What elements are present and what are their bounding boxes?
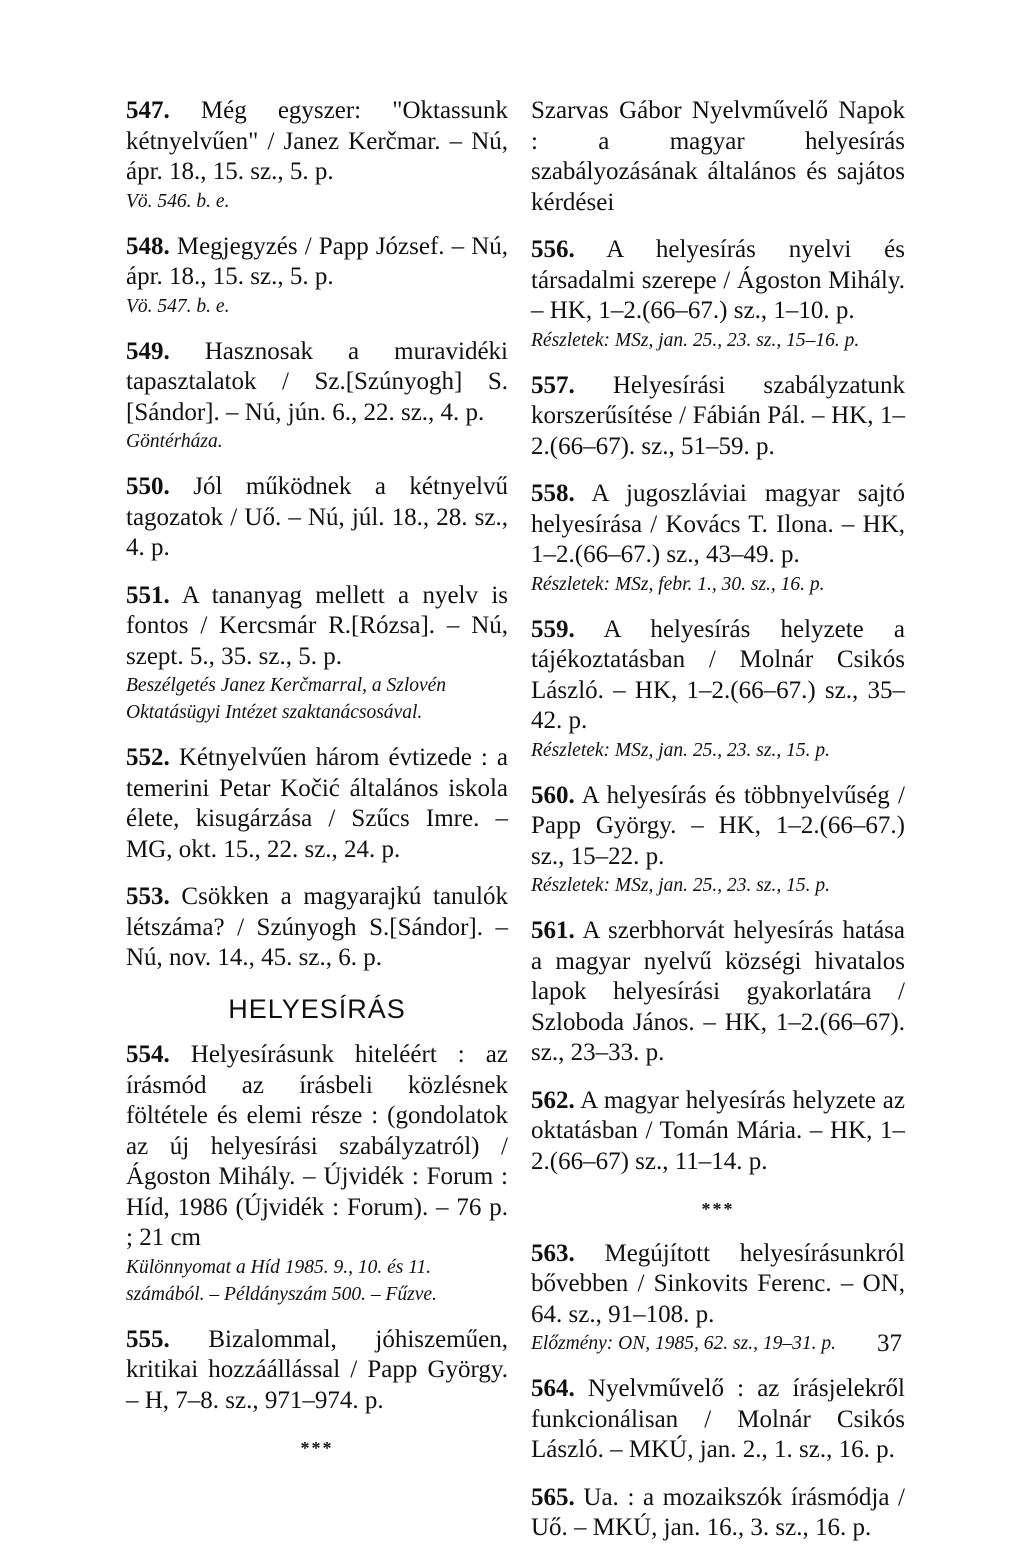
entry-number: 559.: [531, 615, 575, 643]
entry-number: 548.: [126, 232, 170, 260]
bibliography-entry: [531, 479, 905, 598]
entry-number: 563.: [531, 1239, 575, 1267]
bibliography-entry: [126, 743, 508, 865]
bibliography-entry: [531, 781, 905, 900]
bibliography-entry: [126, 882, 508, 974]
entry-number: 561.: [531, 917, 575, 944]
entry-number: 551.: [126, 581, 170, 609]
entry-text: Helyesírási szabályzatunk korszerűsítése / Fábián Pál. – HK, 1–2.(66–67). sz., 51–59. p.: [531, 371, 905, 460]
entry-number: 565.: [531, 1483, 575, 1511]
entry-note: Részletek: MSz, jan. 25., 23. sz., 15–16. p.: [531, 329, 860, 351]
entry-text: A helyesírás és többnyelvűség / Papp György. – HK, 1–2.(66–67.) sz., 15–22. p.: [531, 781, 905, 870]
entry-text: A tananyag mellett a nyelv is fontos / Kercsmár R.[Rózsa]. – Nú, szept. 5., 35. sz., 5. p.: [126, 581, 508, 670]
entry-number: 556.: [531, 236, 575, 263]
bibliography-entry: [126, 96, 508, 215]
bibliography-entry: [126, 1325, 508, 1417]
bibliography-entry: [531, 1086, 905, 1178]
entry-number: 552.: [126, 744, 170, 771]
entry-text: Jól működnek a kétnyelvű tagozatok / Uő. – Nú, júl. 18., 28. sz., 4. p.: [126, 473, 508, 561]
bibliography-entry: [531, 1483, 905, 1544]
entry-text: Megújított helyesírásunkról bővebben / Sinkovits Ferenc. – ON, 64. sz., 91–108. p.: [531, 1239, 905, 1328]
entry-text: Bizalommal, jóhiszeműen, kritikai hozzáállással / Papp György. – H, 7–8. sz., 971–974. p.: [126, 1325, 508, 1414]
entry-note: Vö. 547. b. e.: [126, 295, 230, 317]
page-number: 37: [877, 1330, 902, 1357]
entry-number: 554.: [126, 1041, 170, 1068]
entry-text: A helyesírás nyelvi és társadalmi szerepe / Ágoston Mihály. – HK, 1–2.(66–67.) sz., 1–10. p.: [531, 236, 906, 324]
entries-after-heading: [126, 1040, 508, 1416]
entry-number: 550.: [126, 473, 170, 500]
entry-number: 547.: [126, 97, 170, 124]
entry-number: 562.: [531, 1086, 575, 1114]
bibliography-entry: [126, 337, 508, 456]
entry-text: Kétnyelvűen három évtizede : a temerini Petar Kočić általános iskola élete, kisugárzása / Szűcs Imre. – MG, okt. 15., 22. sz., 24. p.: [126, 744, 509, 863]
bibliography-entry: [531, 371, 905, 463]
entry-note: Göntérháza.: [126, 431, 223, 452]
entry-text: Hasznosak a muravidéki tapasztalatok / Sz.[Szúnyogh] S.[Sándor]. – Nú, jún. 6., 22. sz., 4. p.: [126, 337, 508, 426]
entry-text: Megjegyzés / Papp József. – Nú, ápr. 18., 15. sz., 5. p.: [126, 232, 509, 290]
section-separator: ***: [300, 1438, 334, 1458]
entry-note: Beszélgetés Janez Kerčmarral, a Szlovén Oktatásügyi Intézet szaktanácsosával.: [126, 675, 447, 723]
entries-after-separator: [531, 1239, 905, 1544]
entry-note: Részletek: MSz, jan. 25., 23. sz., 15. p.: [531, 739, 830, 761]
entry-note: Részletek: MSz, febr. 1., 30. sz., 16. p.: [531, 573, 825, 595]
bibliography-entry: [531, 1239, 905, 1358]
entry-text: Ua. : a mozaikszók írásmódja / Uő. – MKÚ, jan. 16., 3. sz., 16. p.: [531, 1483, 906, 1541]
entry-text: A helyesírás helyzete a tájékoztatásban / Molnár Csikós László. – HK, 1–2.(66–67.) sz., 35–42. p.: [531, 615, 905, 734]
entries-before-heading: [126, 96, 508, 974]
entry-text: Helyesírásunk hiteléért : az írásmód az írásbeli közlésnek föltétele és elemi része : (gondolatok az új helyesírási szabályzatról) / Ágoston Mihály. – Újvidék : Forum : Híd, 1986 (Újvidék : Forum). – 76 p. ; 21 cm: [126, 1041, 508, 1251]
section-heading: HELYESÍRÁS: [228, 993, 406, 1024]
entry-text: Csökken a magyarajkú tanulók létszáma? / Szúnyogh S.[Sándor]. – Nú, nov. 14., 45. sz., 6. p.: [126, 883, 509, 971]
entry-number: 553.: [126, 883, 170, 910]
entries-before-separator: [531, 235, 905, 1177]
entry-number: 558.: [531, 480, 575, 507]
entry-text: Nyelvművelő : az írásjelekről funkcionálisan / Molnár Csikós László. – MKÚ, jan. 2., 1. sz., 16. p.: [531, 1375, 905, 1463]
entry-number: 557.: [531, 371, 575, 399]
entry-note: Különnyomat a Híd 1985. 9., 10. és 11. számából. – Példányszám 500. – Fűzve.: [126, 1256, 437, 1305]
entry-text: Még egyszer: "Oktassunk kétnyelvűen" / Janez Kerčmar. – Nú, ápr. 18., 15. sz., 5. p.: [126, 97, 508, 185]
entry-note: Vö. 546. b. e.: [126, 190, 230, 212]
left-column: [126, 96, 508, 1478]
entry-note: Előzmény: ON, 1985, 62. sz., 19–31. p.: [531, 1333, 836, 1354]
entry-number: 564.: [531, 1375, 575, 1402]
continued-entry-text: Szarvas Gábor Nyelvművelő Napok : a magyar helyesírás szabályozásának általános és sajátos kérdései: [531, 97, 905, 216]
bibliography-entry: [531, 916, 905, 1069]
entry-text: A jugoszláviai magyar sajtó helyesírása / Kovács T. Ilona. – HK, 1–2.(66–67.) sz., 43–49. p.: [531, 480, 906, 568]
bibliography-entry: [531, 235, 905, 354]
entry-text: A szerbhorvát helyesírás hatása a magyar nyelvű községi hivatalos lapok helyesírási gyakorlatára / Szloboda János. – HK, 1–2.(66–67). sz., 23–33. p.: [531, 917, 906, 1066]
entry-number: 555.: [126, 1325, 170, 1353]
entry-note: Részletek: MSz, jan. 25., 23. sz., 15. p.: [531, 875, 830, 896]
bibliography-entry: [126, 232, 508, 320]
bibliography-entry: [126, 1040, 508, 1308]
section-separator: ***: [701, 1199, 735, 1219]
bibliography-entry: [126, 472, 508, 564]
entry-text: A magyar helyesírás helyzete az oktatásban / Tomán Mária. – HK, 1–2.(66–67) sz., 11–14. p.: [531, 1086, 905, 1175]
entry-number: 560.: [531, 781, 575, 809]
bibliography-entry: [531, 615, 905, 764]
bibliography-entry: [531, 1374, 905, 1466]
right-column: [531, 96, 905, 1561]
bibliography-entry: [126, 581, 508, 727]
entry-number: 549.: [126, 337, 170, 365]
